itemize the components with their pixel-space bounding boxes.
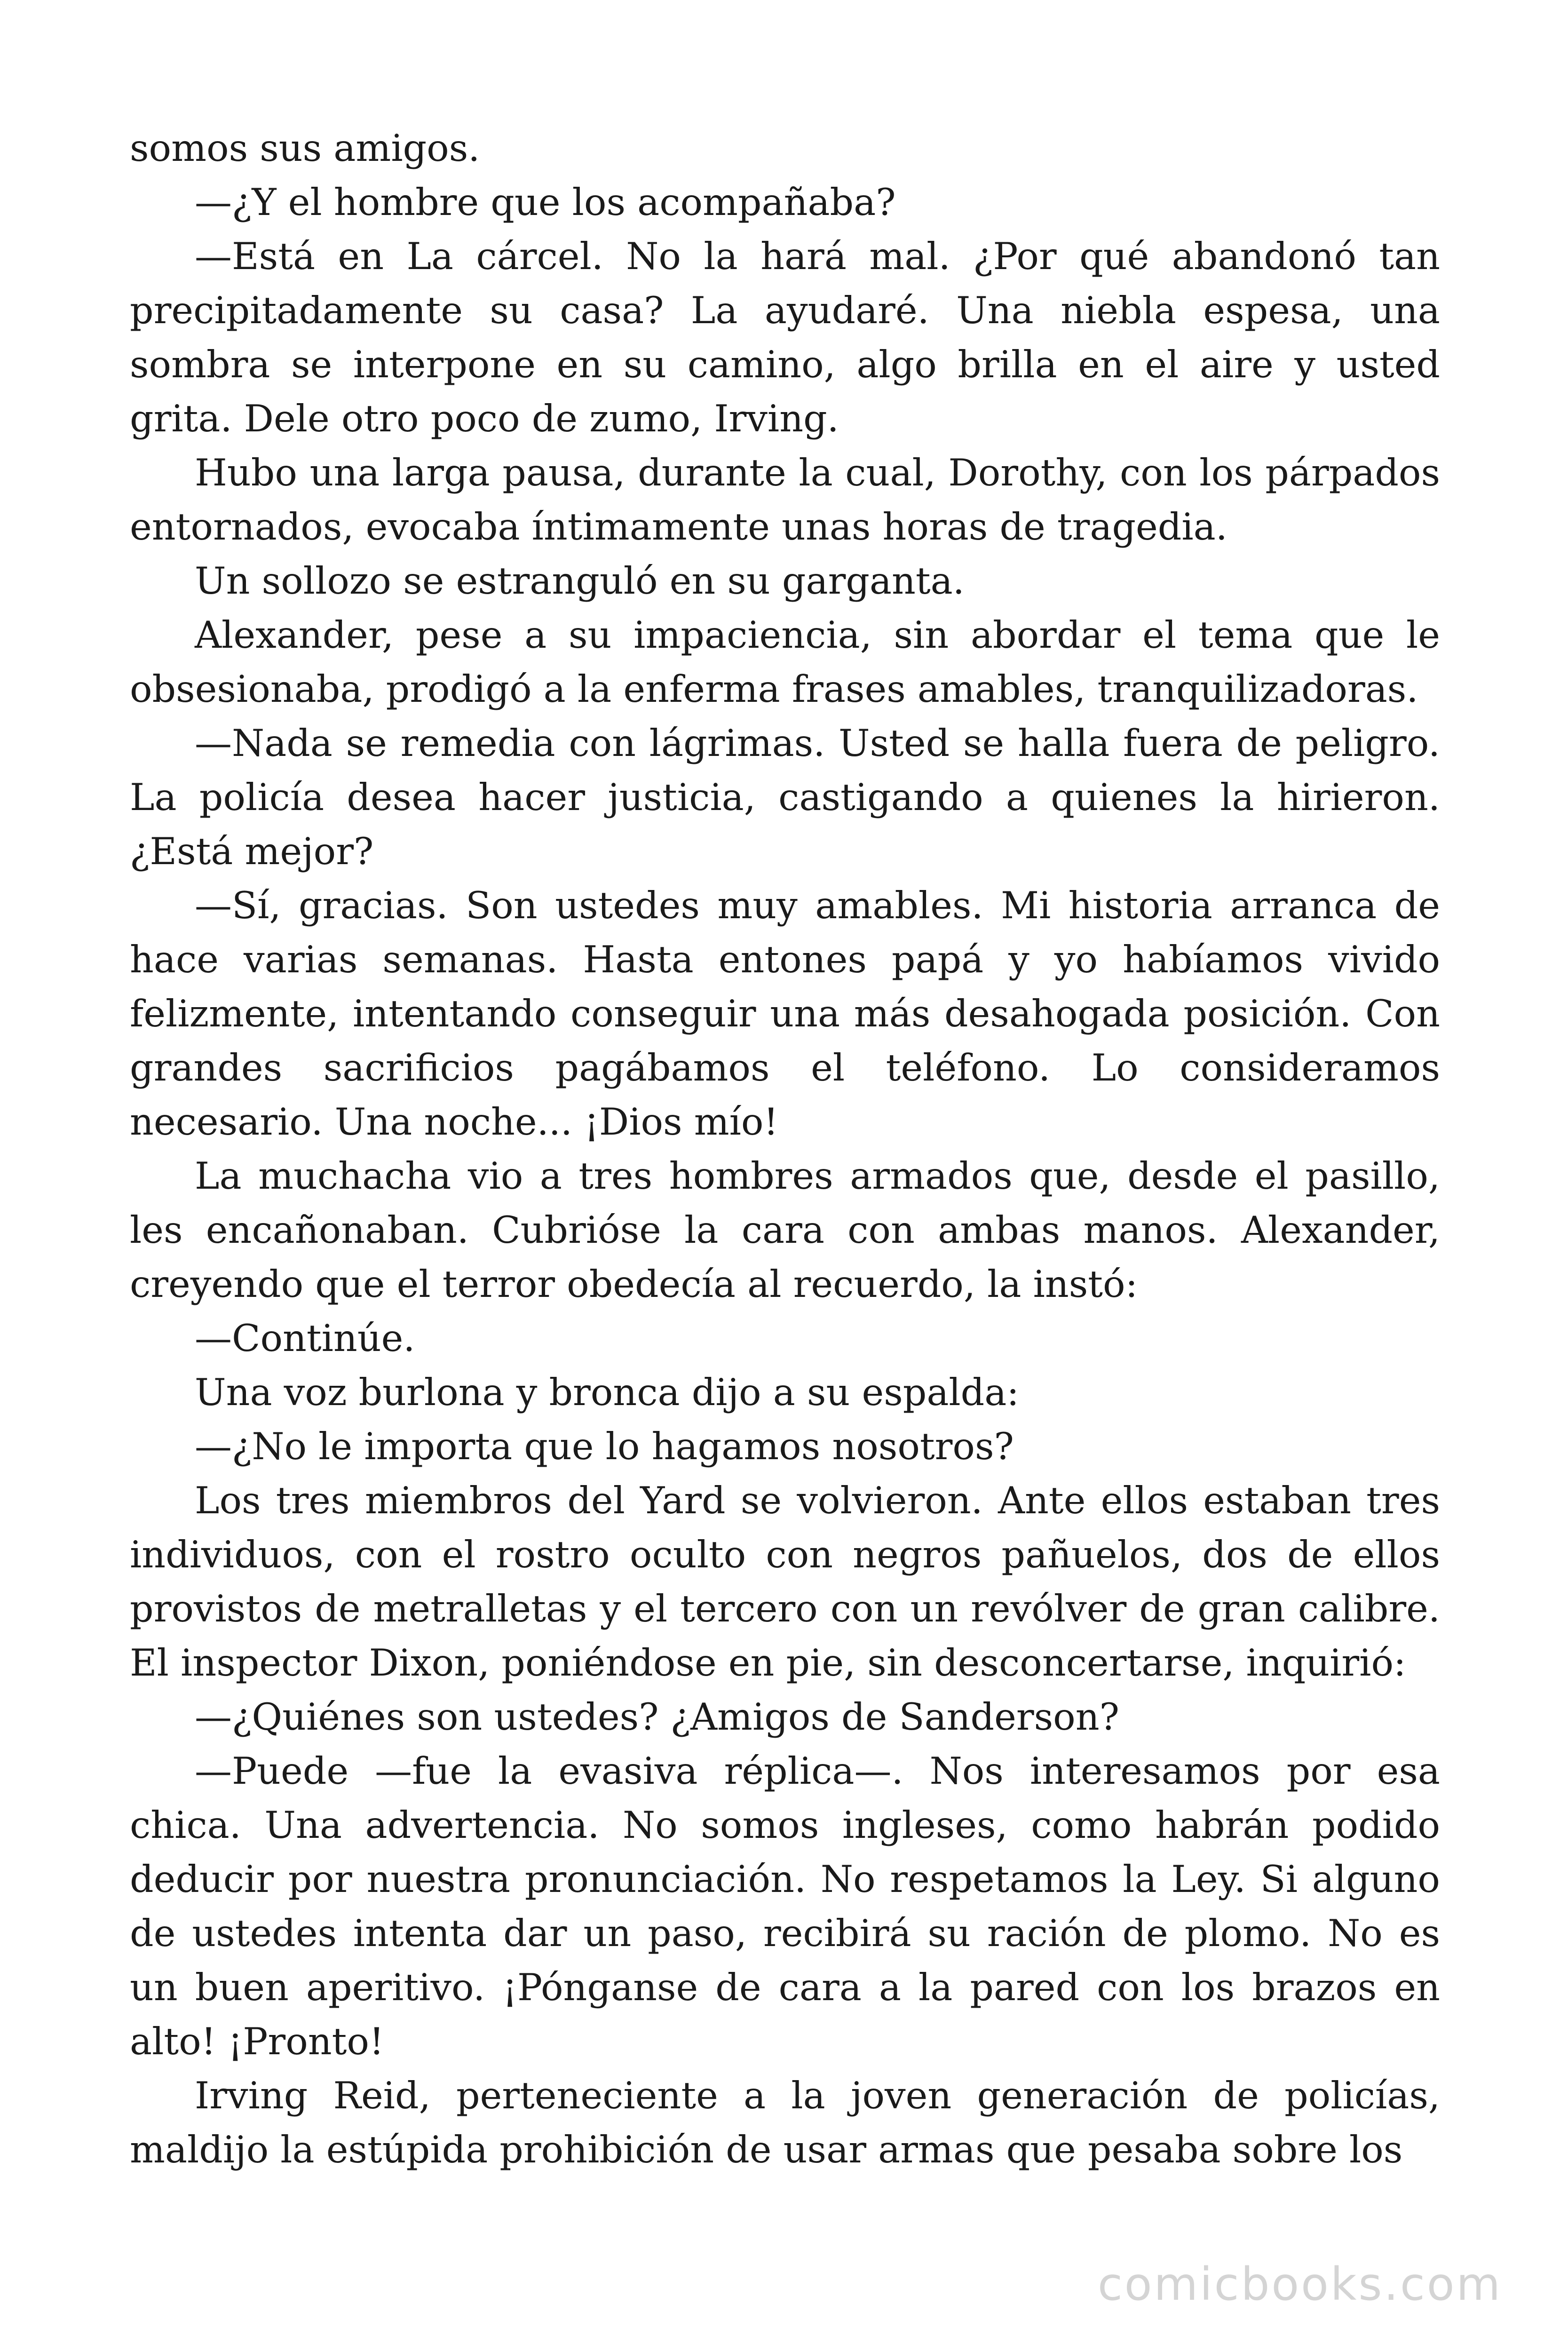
paragraph: —Continúe. [195, 1317, 415, 1360]
paragraph: La muchacha vio a tres hombres armados que, desde el pasillo, les encañonaban. Cubrióse la cara con ambas manos. Alexander, creyendo que el terror obedecía al recuerdo, la instó: [130, 1154, 1440, 1306]
paragraph: Hubo una larga pausa, durante la cual, Dorothy, con los párpados entornados, evocaba íntimamente unas horas de tragedia. [130, 451, 1440, 548]
paragraph: —¿Quiénes son ustedes? ¿Amigos de Sanderson? [195, 1695, 1119, 1739]
paragraph: —¿No le importa que lo hagamos nosotros? [195, 1425, 1014, 1468]
page-body [130, 121, 1440, 2177]
paragraph: Alexander, pese a su impaciencia, sin abordar el tema que le obsesionaba, prodigó a la enferma frases amables, tranquilizadoras. [130, 613, 1440, 711]
paragraph-continuation: somos sus amigos. [130, 127, 480, 170]
paragraph: —¿Y el hombre que los acompañaba? [195, 181, 896, 224]
paragraph: Un sollozo se estranguló en su garganta. [195, 559, 965, 603]
paragraph-truncated: Irving Reid, perteneciente a la joven generación de policías, maldijo la estúpida prohibición de usar armas que pesaba sobre los [130, 2074, 1440, 2171]
paragraph: Los tres miembros del Yard se volvieron. Ante ellos estaban tres individuos, con el rostro oculto con negros pañuelos, dos de ellos provistos de metralletas y el tercero con un revólver de gran calibre. El inspector Dixon, poniéndose en pie, sin desconcertarse, inquirió: [130, 1479, 1440, 1685]
paragraph: —Está en La cárcel. No la hará mal. ¿Por qué abandonó tan precipitadamente su casa? La ayudaré. Una niebla espesa, una sombra se interpone en su camino, algo brilla en el aire y usted grita. Dele otro poco de zumo, Irving. [130, 235, 1440, 440]
paragraph: —Sí, gracias. Son ustedes muy amables. Mi historia arranca de hace varias semanas. Hasta entones papá y yo habíamos vivido felizmente, intentando conseguir una más desahogada posición. Con grandes sacrificios pagábamos el teléfono. Lo consideramos necesario. Una noche... ¡Dios mío! [130, 884, 1440, 1144]
paragraph: —Puede —fue la evasiva réplica—. Nos interesamos por esa chica. Una advertencia. No somos ingleses, como habrán podido deducir por nuestra pronunciación. No respetamos la Ley. Si alguno de ustedes intenta dar un paso, recibirá su ración de plomo. No es un buen aperitivo. ¡Pónganse de cara a la pared con los brazos en alto! ¡Pronto! [130, 1749, 1440, 2063]
paragraph: —Nada se remedia con lágrimas. Usted se halla fuera de peligro. La policía desea hacer justicia, castigando a quienes la hirieron. ¿Está mejor? [130, 722, 1440, 873]
paragraph: Una voz burlona y bronca dijo a su espalda: [195, 1371, 1019, 1414]
watermark: comicbooks.com [1097, 2258, 1502, 2311]
